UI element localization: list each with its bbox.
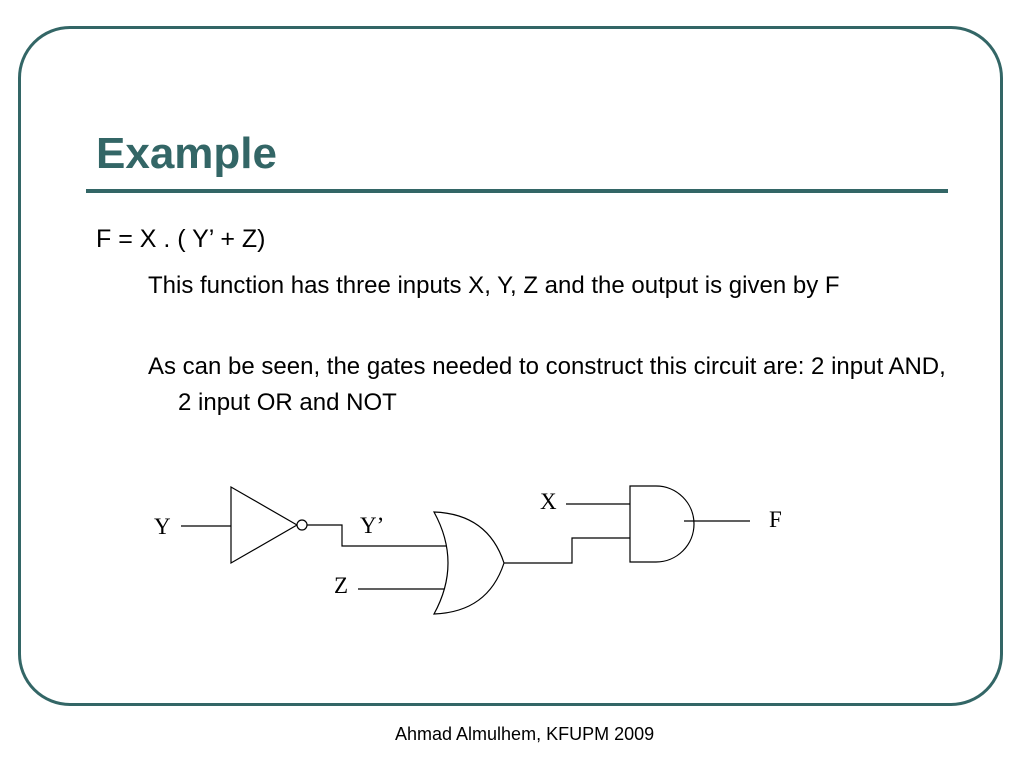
label-input-z: Z [334, 573, 349, 598]
label-input-y: Y [154, 514, 171, 539]
not-gate-bubble [297, 520, 307, 530]
label-input-x: X [540, 489, 557, 514]
wire-or-to-and [504, 538, 630, 563]
boolean-equation: F = X . ( Y’ + Z) [96, 225, 266, 253]
slide-title: Example [96, 129, 277, 178]
and-gate [630, 486, 694, 562]
bullet-gates-needed: As can be seen, the gates needed to construct this circuit are: 2 input AND, 2 input OR and NOT [148, 353, 946, 416]
not-gate [231, 487, 297, 563]
or-gate [434, 512, 504, 614]
slide-footer: Ahmad Almulhem, KFUPM 2009 [395, 724, 655, 744]
bullet-inputs-description: This function has three inputs X, Y, Z and the output is given by F [148, 272, 840, 299]
label-not-output: Y’ [360, 513, 385, 538]
label-output-f: F [769, 507, 782, 532]
